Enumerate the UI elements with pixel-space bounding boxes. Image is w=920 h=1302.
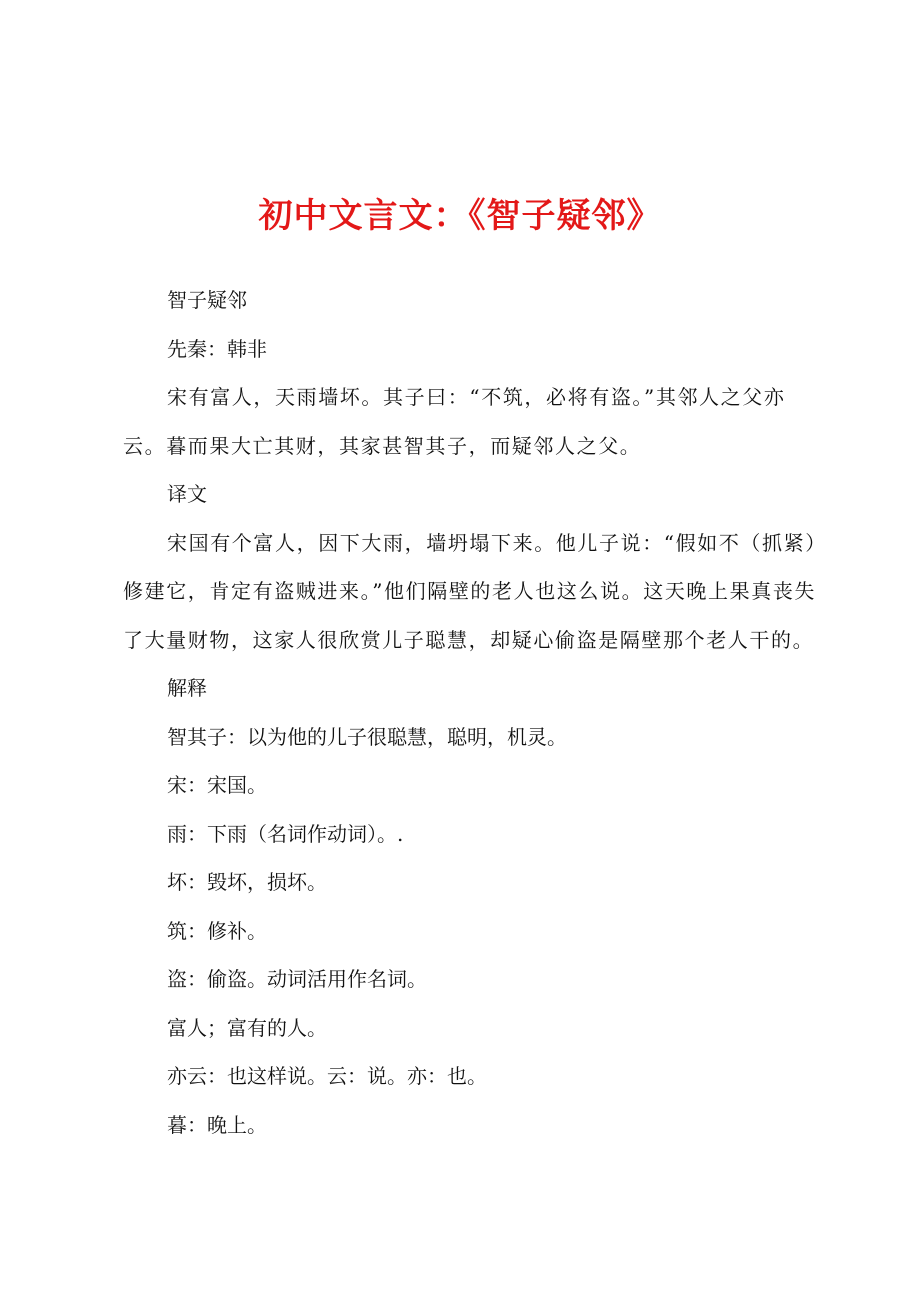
note-item: 富人；富有的人。 — [167, 1015, 327, 1040]
note-item: 雨：下雨（名词作动词）。. — [167, 821, 404, 846]
translation-paragraph — [123, 519, 823, 665]
note-item: 盗：偷盗。动词活用作名词。 — [167, 967, 427, 991]
note-item: 坏：毁坏，损坏。 — [167, 870, 327, 894]
document-title: 初中文言文：《智子疑邻》 — [258, 196, 662, 236]
note-item: 筑：修补。 — [167, 918, 267, 943]
translation-text: 宋国有个富人，因下大雨，墙坍塌下来。他儿子说：“假如不（抓紧）修建它，肯定有盗贼进来。”他们隔壁的老人也这么说。这天晚上果真丧失了大量财物，这家人很欣赏儿子聪慧，却疑心偷盗是隔壁那个老人干的。 — [123, 530, 817, 652]
translation-heading: 译文 — [167, 482, 207, 506]
original-text: 宋有富人，天雨墙坏。其子曰：“不筑，必将有盗。”其邻人之父亦云。暮而果大亡其财，其家甚智其子，而疑邻人之父。 — [123, 385, 786, 458]
note-item: 暮：晚上。 — [167, 1112, 267, 1137]
document-body — [123, 276, 823, 1149]
original-text-paragraph — [123, 373, 823, 470]
note-item: 智其子：以为他的儿子很聪慧，聪明，机灵。 — [167, 724, 567, 749]
author-line: 先秦：韩非 — [167, 336, 267, 361]
note-item: 亦云：也这样说。云：说。亦：也。 — [167, 1064, 487, 1088]
notes-heading: 解释 — [167, 676, 207, 700]
note-item: 宋：宋国。 — [167, 773, 267, 797]
poem-title: 智子疑邻 — [167, 288, 247, 312]
